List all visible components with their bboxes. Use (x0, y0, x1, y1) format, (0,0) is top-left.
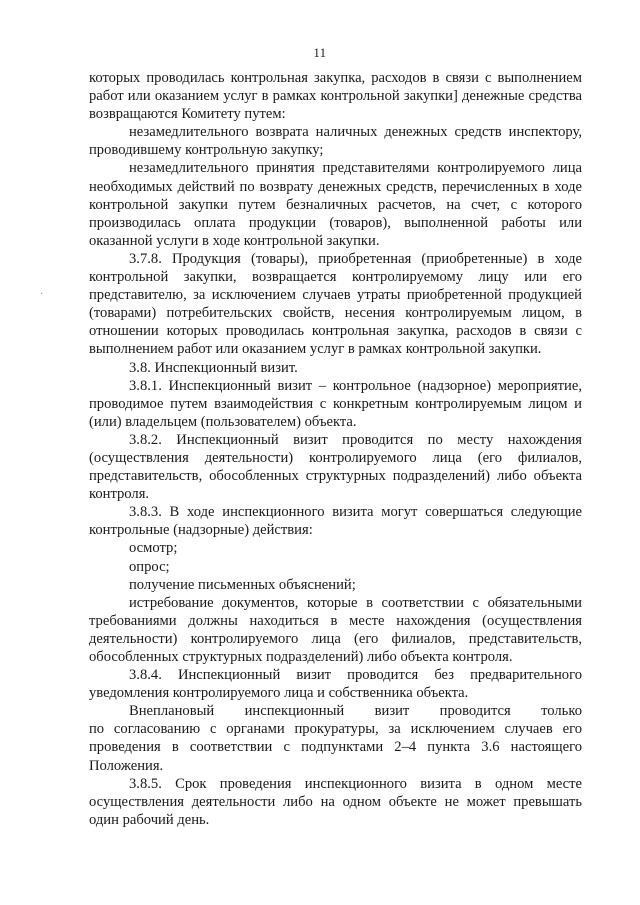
margin-mark: · (40, 289, 44, 300)
paragraph-8: 3.8.3. В ходе инспекционного визита могут совершаться следующие контрольные (надзорные) действия: (89, 504, 582, 539)
paragraph-6: 3.8.1. Инспекционный визит – контрольное (надзорное) мероприятие, проводимое путем взаимодействия с конкретным контролируемым лицом и (или) владельцем (пользователем) объекта. (89, 377, 582, 430)
paragraph-14: Внеплановый инспекционный визит проводится только (129, 703, 582, 720)
paragraph-4: 3.7.8. Продукция (товары), приобретенная (приобретенные) в ходе контрольной закупки, возвращается контролируемому лицу или его представителю, за исключением случаев утраты приобретенной продукцией (товарами) потребительских свойств, несения контролируемым лицом, в отношении которых проводилась контрольная закупка, расходов в связи с выполнением работ или оказанием услуг в рамках контрольной закупки. (89, 250, 582, 358)
paragraph-15: по согласованию с органами прокуратуры, за исключением случаев его проведения в соответствии с подпунктами 2–4 пункта 3.6 настоящего Положения. (89, 721, 582, 774)
paragraph-12: истребование документов, которые в соответствии с обязательными требованиями должны находиться в месте нахождения (осуществления деятельности) контролируемого лица (его филиалов, представительств, обособленных структурных подразделений) либо объекта контроля. (89, 594, 582, 665)
paragraph-2: незамедлительного возврата наличных денежных средств инспектору, проводившему контрольную закупку; (89, 124, 582, 159)
paragraph-16: 3.8.5. Срок проведения инспекционного визита в одном месте осуществления деятельности либо на одном объекте не может превышать один рабочий день. (89, 775, 582, 828)
paragraph-9: осмотр; (129, 540, 178, 557)
paragraph-11: получение письменных объяснений; (129, 576, 356, 593)
paragraph-10: опрос; (129, 558, 170, 575)
page-number: 11 (313, 46, 327, 60)
document-body (89, 69, 582, 829)
paragraph-1: которых проводилась контрольная закупка, расходов в связи с выполнением работ или оказанием услуг в рамках контрольной закупки] денежные средства возвращаются Комитету путем: (89, 70, 582, 123)
paragraph-5: 3.8. Инспекционный визит. (129, 359, 298, 376)
paragraph-13: 3.8.4. Инспекционный визит проводится без предварительного уведомления контролируемого лица и собственника объекта. (89, 667, 582, 702)
paragraph-3: незамедлительного принятия представителями контролируемого лица необходимых действий по возврату денежных средств, перечисленных в ходе контрольной закупки путем безналичных расчетов, на счет, с которого производилась оплата продукции (товаров), выполненной работы или оказанной услуги в ходе контрольной закупки. (89, 160, 582, 249)
paragraph-7: 3.8.2. Инспекционный визит проводится по месту нахождения (осуществления деятельности) контролируемого лица (его филиалов, представительств, обособленных структурных подразделений) либо объекта контроля. (89, 431, 582, 503)
